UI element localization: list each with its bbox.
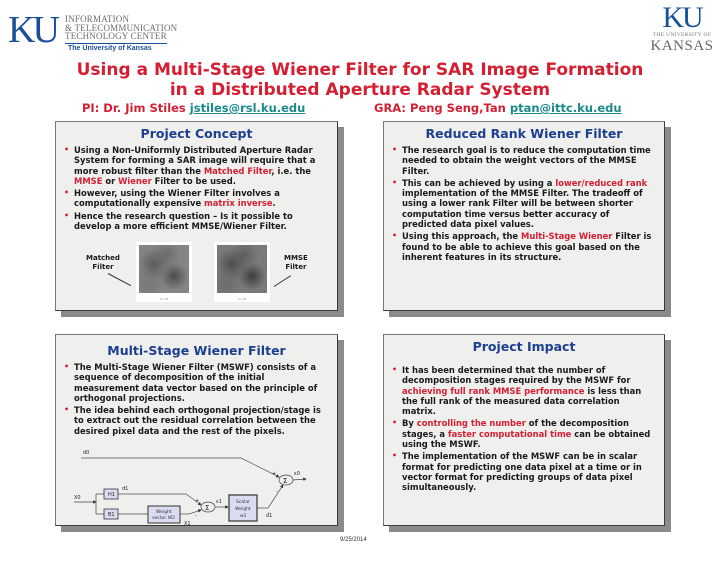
mmse-filter-sar-image: 10 dB bbox=[214, 242, 270, 302]
svg-text:X0: X0 bbox=[74, 495, 81, 501]
bullet-item: • The implementation of the MSWF can be in scalar format for predicting one data pixel at a time or in vector format for predicting groups of data pixel simultaneously. bbox=[392, 451, 656, 492]
svg-text:Σ: Σ bbox=[205, 504, 210, 512]
ku-logo bbox=[648, 1, 716, 56]
svg-text:Scalar: Scalar bbox=[236, 500, 250, 505]
bullet-item: • Using this approach, the Multi-Stage Wiener Filter is found to be able to achieve this goal based on the inherent features in its structure. bbox=[392, 231, 656, 262]
bullet-item: • By controlling the number of the decomposition stages, a faster computational time can be obtained using the MSWF. bbox=[392, 418, 656, 449]
ku-logo-subtitle: THE UNIVERSITY OF bbox=[652, 32, 712, 38]
mswf-block-diagram bbox=[56, 447, 339, 527]
svg-text:-: - bbox=[195, 513, 197, 519]
matched-filter-sar-image: 10 dB bbox=[136, 242, 192, 302]
svg-text:X1: X1 bbox=[184, 521, 191, 527]
bullet-list bbox=[64, 362, 329, 436]
svg-text:vector W2: vector W2 bbox=[152, 516, 176, 521]
svg-text:-: - bbox=[276, 489, 278, 495]
ittc-line: TECHNOLOGY CENTER bbox=[65, 31, 167, 41]
svg-text:d1: d1 bbox=[122, 486, 129, 492]
svg-text:B1: B1 bbox=[108, 512, 115, 518]
svg-text:Weight: Weight bbox=[235, 507, 251, 512]
bullet-item: • The idea behind each orthogonal projection/stage is to extract out the residual correlation between the desired pixel data and the rest of the pixels. bbox=[64, 405, 329, 436]
bullet-item: • The research goal is to reduce the computation time needed to obtain the weight vectors of the MMSE Filter. bbox=[392, 145, 656, 176]
reduced-rank-panel bbox=[383, 121, 665, 311]
sar-comparison-figure bbox=[56, 240, 339, 312]
panel-title: Multi-Stage Wiener Filter bbox=[107, 343, 286, 358]
bullet-item: • This can be achieved by using a lower/reduced rank implementation of the MMSE Filter. The tradeoff of using a lower rank Filter will be between shorter computation time versus better accuracy of predicted data pixel values. bbox=[392, 178, 656, 229]
bullet-item: • However, using the Wiener Filter involves a computationally expensive matrix inverse. bbox=[64, 188, 329, 209]
ittc-line: & TELECOMMUNICATION bbox=[65, 22, 178, 33]
logo-divider bbox=[65, 43, 167, 44]
ittc-logo bbox=[8, 9, 178, 52]
bullet-list bbox=[392, 365, 656, 493]
ku-logo-mark: KU bbox=[662, 1, 702, 34]
svg-text:ε0: ε0 bbox=[294, 471, 300, 477]
svg-text:w1: w1 bbox=[240, 514, 247, 519]
bullet-item: • Hence the research question – Is it possible to develop a more efficient MMSE/Wiener Filter. bbox=[64, 211, 329, 232]
gra-credit bbox=[374, 101, 622, 115]
svg-text:+: + bbox=[272, 471, 277, 477]
svg-text:Σ: Σ bbox=[283, 477, 288, 485]
svg-text:Weight: Weight bbox=[156, 510, 172, 515]
pi-label: PI: Dr. Jim Stiles bbox=[82, 101, 190, 115]
svg-text:d0: d0 bbox=[83, 450, 90, 456]
arrow-icon bbox=[274, 275, 291, 287]
ittc-name bbox=[65, 15, 177, 41]
svg-text:d̂1: d̂1 bbox=[266, 513, 273, 519]
matched-filter-label: Matched Filter bbox=[86, 254, 120, 271]
poster-title-line1: Using a Multi-Stage Wiener Filter for SAR Image Formation bbox=[76, 60, 644, 80]
mswf-panel bbox=[55, 334, 338, 526]
bullet-item: • The Multi-Stage Wiener Filter (MSWF) consists of a sequence of decomposition of the initial measurement data vector based on the principle of orthogonal projections. bbox=[64, 362, 329, 403]
gra-label: GRA: Peng Seng,Tan bbox=[374, 101, 510, 115]
svg-text:H1: H1 bbox=[108, 492, 115, 498]
svg-text:ε1: ε1 bbox=[216, 499, 222, 505]
ittc-university: The University of Kansas bbox=[68, 45, 152, 52]
panel-title: Reduced Rank Wiener Filter bbox=[425, 126, 623, 141]
bullet-list bbox=[392, 145, 656, 262]
pi-email-link[interactable]: jstiles@rsl.ku.edu bbox=[189, 101, 306, 115]
footer-date: 9/25/2014 bbox=[340, 537, 367, 543]
bullet-item: • It has been determined that the number of decomposition stages required by the MSWF for achieving full rank MMSE performance is less than the full rank of the measured data correlation matrix. bbox=[392, 365, 656, 416]
ku-logo-mark: KU bbox=[8, 9, 57, 51]
project-concept-panel bbox=[55, 121, 338, 311]
poster-title-line2: in a Distributed Aperture Radar System bbox=[169, 80, 551, 100]
project-impact-panel bbox=[383, 334, 665, 526]
panel-title: Project Impact bbox=[472, 339, 576, 354]
ku-logo-kansas: KANSAS bbox=[650, 38, 714, 54]
ittc-line: INFORMATION bbox=[65, 14, 130, 24]
bullet-item: • Using a Non-Uniformly Distributed Aperture Radar System for forming a SAR image will require that a more robust filter than the Matched Filter, i.e. the MMSE or Wiener Filter to be used. bbox=[64, 145, 329, 186]
arrow-icon bbox=[108, 273, 131, 286]
bullet-list bbox=[64, 145, 329, 231]
gra-email-link[interactable]: ptan@ittc.ku.edu bbox=[509, 101, 622, 115]
mmse-filter-label: MMSE Filter bbox=[284, 254, 308, 271]
svg-text:+: + bbox=[195, 498, 200, 504]
pi-credit bbox=[82, 101, 305, 115]
panel-title: Project Concept bbox=[140, 126, 253, 141]
